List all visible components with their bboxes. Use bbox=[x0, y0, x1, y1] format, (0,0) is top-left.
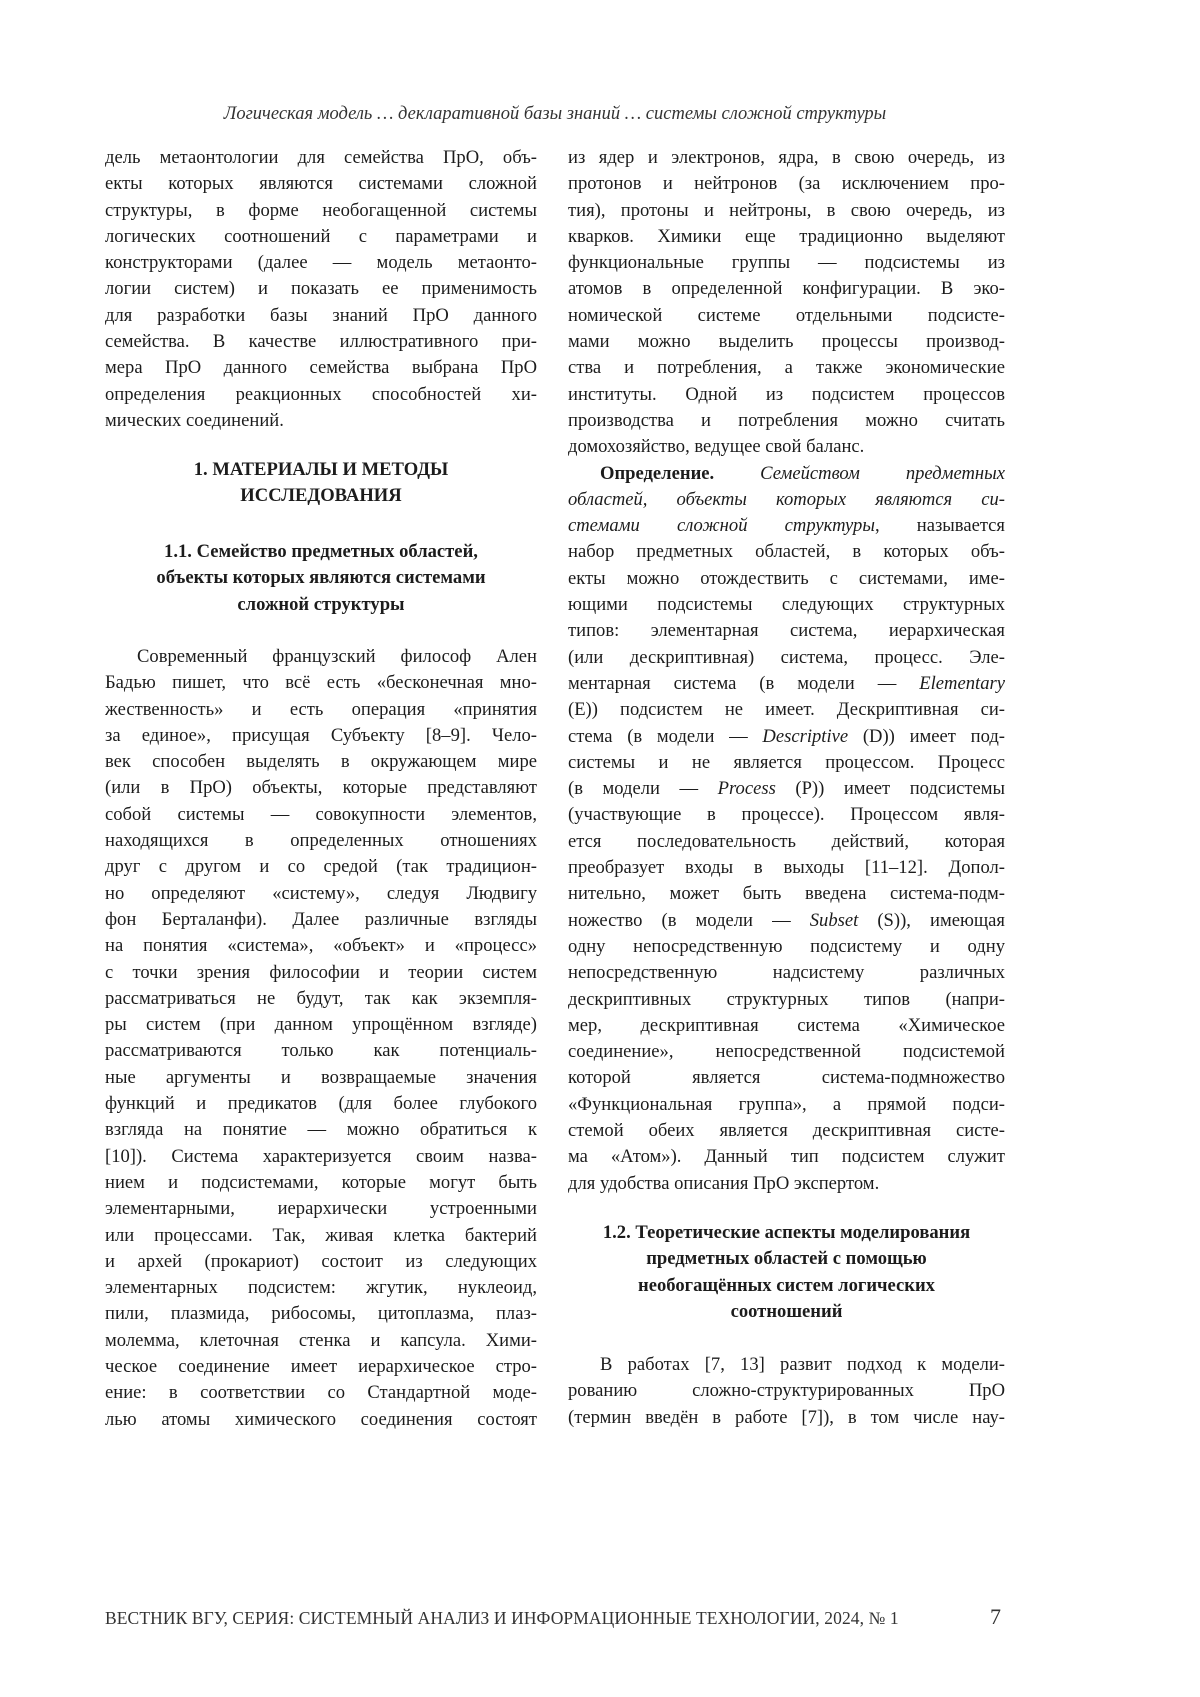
text-line bbox=[568, 487, 1005, 513]
text-line: ства и потребления, а также экономические bbox=[568, 355, 1005, 381]
text-line: екты которых являются системами сложной bbox=[105, 171, 537, 197]
text-line: дескриптивных структурных типов (напри- bbox=[568, 987, 1005, 1013]
heading-line: 1.1. Семейство предметных областей, bbox=[105, 539, 537, 565]
text-line: мами можно выделить процессы производ- bbox=[568, 329, 1005, 355]
text-line: структуры, в форме необогащенной системы bbox=[105, 198, 537, 224]
text-line: производства и потребления можно считать bbox=[568, 408, 1005, 434]
text-line: Современный французский философ Ален bbox=[105, 644, 537, 670]
text-line bbox=[568, 776, 1005, 802]
text-line bbox=[568, 513, 1005, 539]
subsection-heading bbox=[568, 1220, 1005, 1325]
heading-line: 1.2. Теоретические аспекты моделирования bbox=[568, 1220, 1005, 1246]
text-line: нием и подсистемами, которые могут быть bbox=[105, 1170, 537, 1196]
text-line: непосредственную надсистему различных bbox=[568, 960, 1005, 986]
text-line: нительно, может быть введена система-подм- bbox=[568, 881, 1005, 907]
text-line: атомов в определенной конфигурации. В эко- bbox=[568, 276, 1005, 302]
text-line: (или дескриптивная) система, процесс. Эле- bbox=[568, 645, 1005, 671]
text-line: (термин введён в работе [7]), в том числе нау- bbox=[568, 1405, 1005, 1431]
text-line: находящихся в определенных отношениях bbox=[105, 828, 537, 854]
heading-line: 1. МАТЕРИАЛЫ И МЕТОДЫ bbox=[105, 457, 537, 483]
paragraph bbox=[105, 145, 537, 434]
text-line bbox=[568, 671, 1005, 697]
text-line: или процессами. Так, живая клетка бактерий bbox=[105, 1223, 537, 1249]
text-line: элементарных подсистем: жгутик, нуклеоид, bbox=[105, 1275, 537, 1301]
text-line: домохозяйство, ведущее свой баланс. bbox=[568, 434, 1005, 460]
text-line: преобразует входы в выходы [11–12]. Допол- bbox=[568, 855, 1005, 881]
text-line: пили, плазмида, рибосомы, цитоплазма, плаз- bbox=[105, 1301, 537, 1327]
page-number: 7 bbox=[990, 1604, 1001, 1630]
italic-text: Elementary bbox=[919, 673, 1005, 694]
text-span: стема (в модели — bbox=[568, 726, 762, 747]
text-line: ется последовательность действий, которая bbox=[568, 829, 1005, 855]
text-line: системы и не является процессом. Процесс bbox=[568, 750, 1005, 776]
text-line bbox=[568, 461, 1005, 487]
subsection-heading bbox=[105, 539, 537, 618]
definition-paragraph bbox=[568, 461, 1005, 1197]
text-line: жественность» и есть операция «принятия bbox=[105, 697, 537, 723]
text-line: семейства. В качестве иллюстративного при- bbox=[105, 329, 537, 355]
heading-line: соотношений bbox=[568, 1299, 1005, 1325]
text-line: логических соотношений с параметрами и bbox=[105, 224, 537, 250]
heading-line: необогащённых систем логических bbox=[568, 1273, 1005, 1299]
italic-text: Process bbox=[718, 778, 776, 799]
italic-text: Subset bbox=[810, 910, 859, 931]
text-line: ры систем (при данном упрощённом взгляде) bbox=[105, 1012, 537, 1038]
text-line: стемой обеих является дескриптивная систе- bbox=[568, 1118, 1005, 1144]
text-span: ментарная система (в модели — bbox=[568, 673, 919, 694]
text-line: ма «Атом»). Данный тип подсистем служит bbox=[568, 1144, 1005, 1170]
text-line: логии систем) и показать ее применимость bbox=[105, 276, 537, 302]
text-line: рованию сложно-структурированных ПрО bbox=[568, 1378, 1005, 1404]
text-line: [10]). Система характеризуется своим назва- bbox=[105, 1144, 537, 1170]
text-line: из ядер и электронов, ядра, в свою очередь, из bbox=[568, 145, 1005, 171]
text-line: лью атомы химического соединения состоят bbox=[105, 1407, 537, 1433]
text-line: мер, дескриптивная система «Химическое bbox=[568, 1013, 1005, 1039]
text-line: век способен выделять в окружающем мире bbox=[105, 749, 537, 775]
text-line: (участвующие в процессе). Процессом явля- bbox=[568, 802, 1005, 828]
text-span: (в модели — bbox=[568, 778, 718, 799]
text-line: ение: в соответствии со Стандартной моде- bbox=[105, 1380, 537, 1406]
section-heading bbox=[105, 457, 537, 510]
text-line: функций и предикатов (для более глубокого bbox=[105, 1091, 537, 1117]
text-line: друг с другом и со средой (так традицион- bbox=[105, 854, 537, 880]
heading-line: сложной структуры bbox=[105, 592, 537, 618]
text-line: функциональные группы — подсистемы из bbox=[568, 250, 1005, 276]
italic-text: стемами сложной структуры bbox=[568, 515, 875, 536]
text-line: одну непосредственную подсистему и одну bbox=[568, 934, 1005, 960]
text-line: с точки зрения философии и теории систем bbox=[105, 960, 537, 986]
text-line: номической системе отдельными подсисте- bbox=[568, 303, 1005, 329]
text-span: (S)), имеющая bbox=[858, 910, 1005, 931]
text-line: типов: элементарная система, иерархическая bbox=[568, 618, 1005, 644]
text-line: институты. Одной из подсистем процессов bbox=[568, 382, 1005, 408]
journal-footer: ВЕСТНИК ВГУ, СЕРИЯ: СИСТЕМНЫЙ АНАЛИЗ И ИНФОРМАЦИОННЫЕ ТЕХНОЛОГИИ, 2024, № 1 bbox=[105, 1608, 899, 1629]
text-line: рассматриваются только как потенциаль- bbox=[105, 1038, 537, 1064]
italic-text: Семейством предметных bbox=[760, 463, 1005, 484]
text-line: (E)) подсистем не имеет. Дескриптивная си- bbox=[568, 697, 1005, 723]
text-line: мических соединений. bbox=[105, 408, 537, 434]
text-line: и архей (прокариот) состоит из следующих bbox=[105, 1249, 537, 1275]
text-line: определения реакционных способностей хи- bbox=[105, 382, 537, 408]
text-line: дель метаонтологии для семейства ПрО, объ- bbox=[105, 145, 537, 171]
text-line: конструкторами (далее — модель метаонто- bbox=[105, 250, 537, 276]
text-span: (P)) имеет подсистемы bbox=[776, 778, 1005, 799]
paragraph bbox=[105, 644, 537, 1433]
heading-line: ИССЛЕДОВАНИЯ bbox=[105, 483, 537, 509]
text-line: (или в ПрО) объекты, которые представляют bbox=[105, 775, 537, 801]
bold-text: Определение. bbox=[600, 463, 760, 484]
text-line: фон Берталанфи). Далее различные взгляды bbox=[105, 907, 537, 933]
text-line: для разработки базы знаний ПрО данного bbox=[105, 303, 537, 329]
text-line: рассматриваться не будут, так как экземпля- bbox=[105, 986, 537, 1012]
text-span: ножество (в модели — bbox=[568, 910, 810, 931]
heading-line: предметных областей с помощью bbox=[568, 1246, 1005, 1272]
italic-text: Descriptive bbox=[762, 726, 848, 747]
text-span: (D)) имеет под- bbox=[848, 726, 1005, 747]
paragraph bbox=[568, 1352, 1005, 1431]
text-line: мера ПрО данного семейства выбрана ПрО bbox=[105, 355, 537, 381]
text-line bbox=[568, 724, 1005, 750]
text-line: за единое», присущая Субъекту [8–9]. Чело- bbox=[105, 723, 537, 749]
text-line bbox=[568, 908, 1005, 934]
text-line: молемма, клеточная стенка и капсула. Хими- bbox=[105, 1328, 537, 1354]
text-line: екты можно отождествить с системами, име- bbox=[568, 566, 1005, 592]
text-line: но определяют «систему», следуя Людвигу bbox=[105, 881, 537, 907]
text-line: тия), протоны и нейтроны, в свою очередь, из bbox=[568, 198, 1005, 224]
text-span: , называется bbox=[875, 515, 1005, 536]
text-line: собой системы — совокупности элементов, bbox=[105, 802, 537, 828]
text-line: В работах [7, 13] развит подход к модели- bbox=[568, 1352, 1005, 1378]
text-line: элементарными, иерархически устроенными bbox=[105, 1196, 537, 1222]
text-line: набор предметных областей, в которых объ- bbox=[568, 539, 1005, 565]
text-line: взгляда на понятие — можно обратиться к bbox=[105, 1117, 537, 1143]
text-line: ческое соединение имеет иерархическое стро- bbox=[105, 1354, 537, 1380]
paragraph bbox=[568, 145, 1005, 461]
text-line: Бадью пишет, что всё есть «бесконечная мно- bbox=[105, 670, 537, 696]
text-line: «Функциональная группа», а прямой подси- bbox=[568, 1092, 1005, 1118]
italic-text: областей, объекты которых являются си- bbox=[568, 489, 1005, 510]
text-line: ные аргументы и возвращаемые значения bbox=[105, 1065, 537, 1091]
running-head: Логическая модель … декларативной базы знаний … системы сложной структуры bbox=[105, 104, 1005, 125]
text-line: которой является система-подмножество bbox=[568, 1065, 1005, 1091]
text-line: для удобства описания ПрО экспертом. bbox=[568, 1171, 1005, 1197]
text-line: на понятия «система», «объект» и «процесс» bbox=[105, 933, 537, 959]
heading-line: объекты которых являются системами bbox=[105, 565, 537, 591]
text-line: соединение», непосредственной подсистемой bbox=[568, 1039, 1005, 1065]
text-line: протонов и нейтронов (за исключением про- bbox=[568, 171, 1005, 197]
text-line: ющими подсистемы следующих структурных bbox=[568, 592, 1005, 618]
text-line: кварков. Химики еще традиционно выделяют bbox=[568, 224, 1005, 250]
